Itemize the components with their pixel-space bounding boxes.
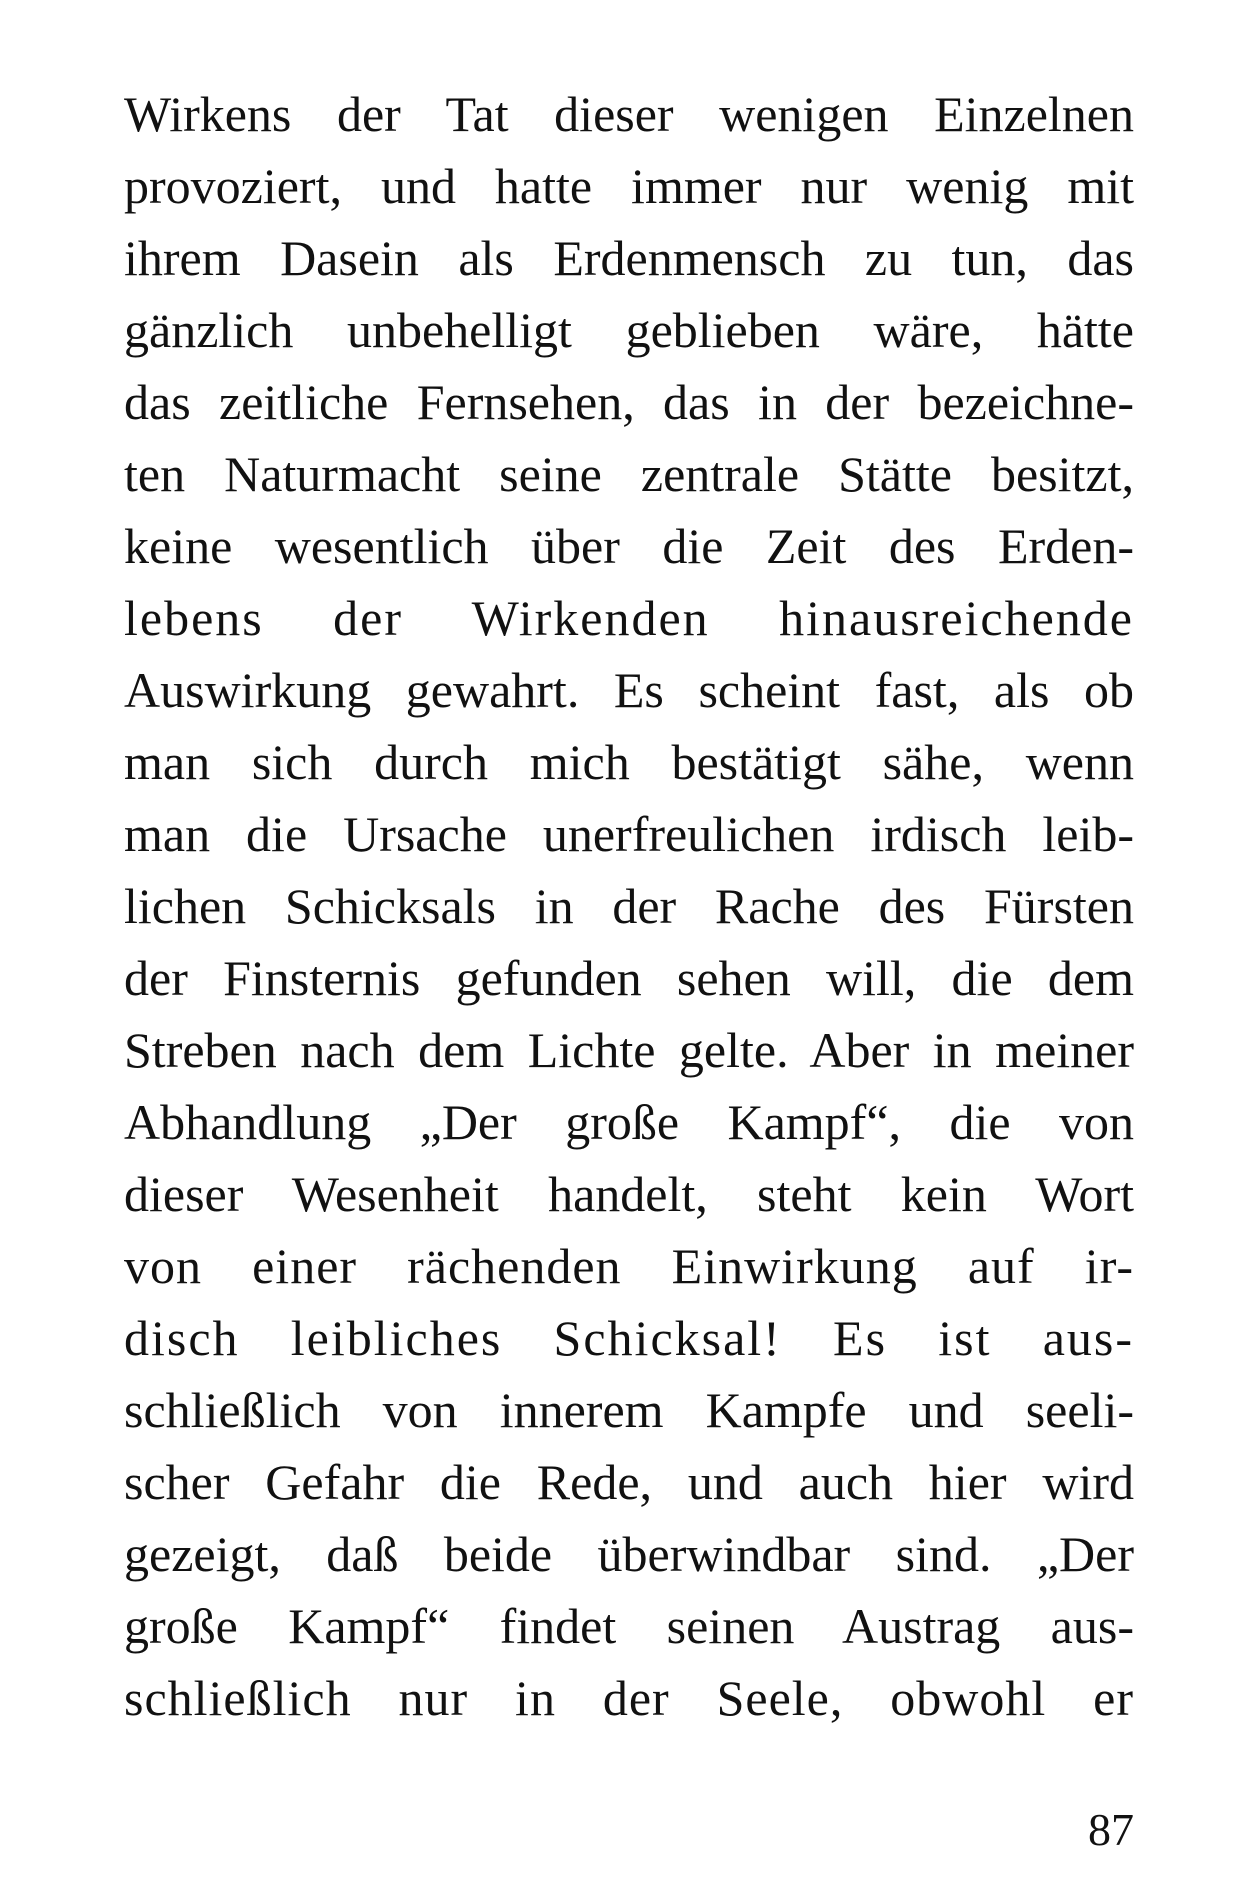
body-text (124, 78, 1134, 1734)
text-line: gänzlich unbehelligt geblieben wäre, hätte (124, 302, 1134, 358)
text-line: man die Ursache unerfreulichen irdisch leib- (124, 806, 1134, 862)
text-line: Auswirkung gewahrt. Es scheint fast, als ob (124, 662, 1134, 718)
text-line: Abhandlung „Der große Kampf“, die von (124, 1094, 1134, 1150)
text-line: provoziert, und hatte immer nur wenig mit (124, 158, 1134, 214)
text-line: von einer rächenden Einwirkung auf ir- (124, 1238, 1134, 1294)
text-line: lichen Schicksals in der Rache des Fürsten (124, 878, 1134, 934)
text-line: ten Naturmacht seine zentrale Stätte besitzt, (124, 446, 1134, 502)
text-line: scher Gefahr die Rede, und auch hier wird (124, 1454, 1134, 1510)
text-line: lebens der Wirkenden hinausreichende (124, 590, 1134, 646)
text-line: große Kampf“ findet seinen Austrag aus- (124, 1598, 1134, 1654)
text-line: disch leibliches Schicksal! Es ist aus- (124, 1310, 1134, 1366)
text-line: dieser Wesenheit handelt, steht kein Wort (124, 1166, 1134, 1222)
text-line: schließlich nur in der Seele, obwohl er (124, 1670, 1134, 1726)
text-line: man sich durch mich bestätigt sähe, wenn (124, 734, 1134, 790)
text-line: schließlich von innerem Kampfe und seeli- (124, 1382, 1134, 1438)
text-line: gezeigt, daß beide überwindbar sind. „Der (124, 1526, 1134, 1582)
text-line: Streben nach dem Lichte gelte. Aber in meiner (124, 1022, 1134, 1078)
text-line: ihrem Dasein als Erdenmensch zu tun, das (124, 230, 1134, 286)
text-line: keine wesentlich über die Zeit des Erden- (124, 518, 1134, 574)
text-line: Wirkens der Tat dieser wenigen Einzelnen (124, 86, 1134, 142)
text-line: das zeitliche Fernsehen, das in der bezeichne- (124, 374, 1134, 430)
text-line: der Finsternis gefunden sehen will, die dem (124, 950, 1134, 1006)
page-number: 87 (1088, 1804, 1134, 1855)
